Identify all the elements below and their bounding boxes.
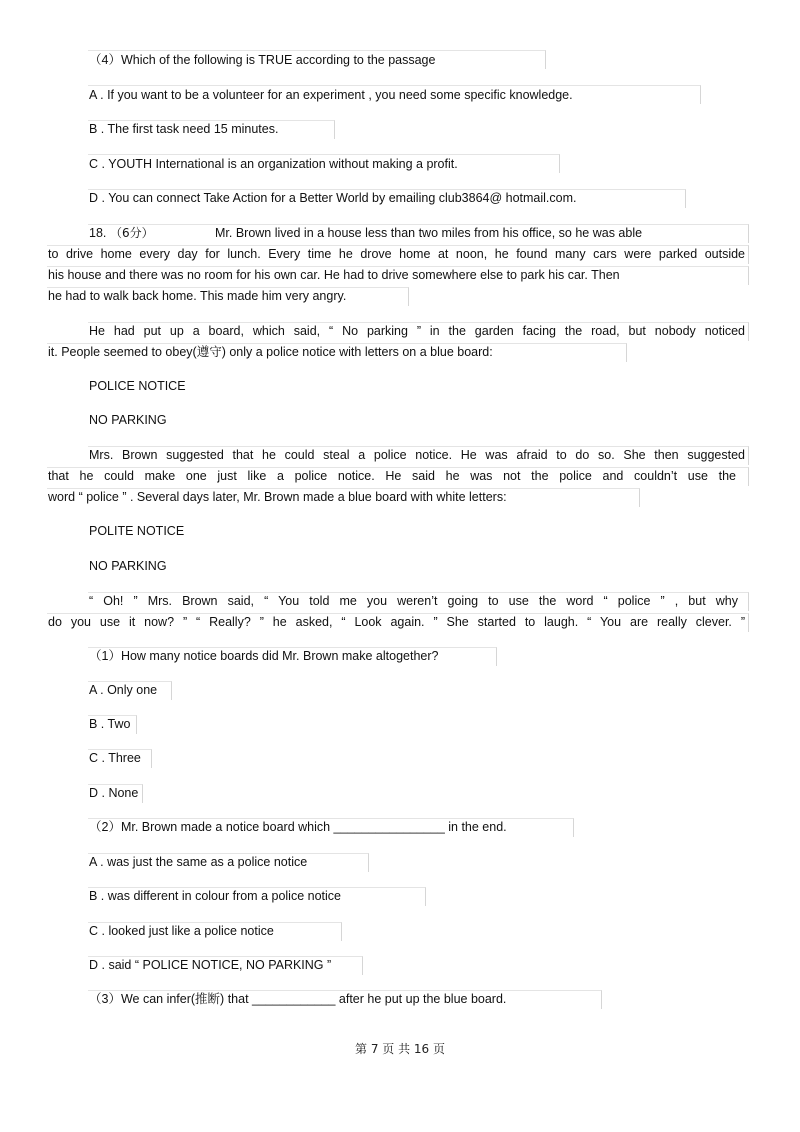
- passage-line-3: his house and there was no room for his own car. He had to drive somewhere else to park his car. Then: [48, 268, 620, 282]
- q4-question: （4）Which of the following is TRUE according to the passage: [89, 53, 436, 67]
- sub2-option-a: A . was just the same as a police notice: [89, 855, 308, 869]
- sub3-question: （3）We can infer(推断) that ____________ after he put up the blue board.: [89, 992, 507, 1006]
- passage-line-9: Mrs. Brown suggested that he could steal a police notice. He was afraid to do so. She then suggested: [89, 448, 745, 462]
- passage-line-5: He had put up a board, which said, “ No parking ” in the garden facing the road, but nobody noticed: [89, 324, 745, 338]
- sub2-option-b: B . was different in colour from a police notice: [89, 889, 341, 903]
- sub2-question: （2）Mr. Brown made a notice board which ________________ in the end.: [89, 820, 507, 834]
- no-parking-heading-2: NO PARKING: [89, 559, 167, 573]
- q4-option-d: D . You can connect Take Action for a Better World by emailing club3864@ hotmail.com.: [89, 191, 577, 205]
- sub1-option-d: D . None: [89, 786, 139, 800]
- sub2-option-c: C . looked just like a police notice: [89, 924, 274, 938]
- sub2-option-d: D . said “ POLICE NOTICE, NO PARKING ”: [89, 958, 332, 972]
- q4-option-a: A . If you want to be a volunteer for an experiment , you need some specific knowledge.: [89, 88, 573, 102]
- passage-line-14: “ Oh! ” Mrs. Brown said, “ You told me you weren’t going to use the word “ police ” , but why: [89, 594, 738, 608]
- sub1-question: （1）How many notice boards did Mr. Brown make altogether?: [89, 649, 439, 663]
- passage-line-10: that he could make one just like a police notice. He said he was not the police and couldn’t use the: [48, 469, 736, 483]
- no-parking-heading-1: NO PARKING: [89, 413, 167, 427]
- passage-line-15: do you use it now? ” “ Really? ” he asked, “ Look again. ” She started to laugh. “ You are really clever. ”: [48, 615, 745, 629]
- q4-option-b: B . The first task need 15 minutes.: [89, 122, 279, 136]
- polite-notice-heading: POLITE NOTICE: [89, 524, 185, 538]
- q18-score: （6分）: [110, 226, 154, 240]
- page-number-footer: 第 7 页 共 16 页: [355, 1042, 445, 1056]
- passage-line-11: word “ police ” . Several days later, Mr. Brown made a blue board with white letters:: [48, 490, 507, 504]
- passage-line-6: it. People seemed to obey(遵守) only a police notice with letters on a blue board:: [48, 345, 493, 359]
- passage-line-1: Mr. Brown lived in a house less than two miles from his office, so he was able: [215, 226, 643, 240]
- q4-option-c: C . YOUTH International is an organization without making a profit.: [89, 157, 458, 171]
- police-notice-heading: POLICE NOTICE: [89, 379, 186, 393]
- passage-line-2: to drive home every day for lunch. Every time he drove home at noon, he found many cars were parked outside: [48, 247, 745, 261]
- sub1-option-c: C . Three: [89, 751, 141, 765]
- sub1-option-b: B . Two: [89, 717, 131, 731]
- passage-line-4: he had to walk back home. This made him very angry.: [48, 289, 347, 303]
- q18-number: 18.: [89, 226, 107, 240]
- sub1-option-a: A . Only one: [89, 683, 158, 697]
